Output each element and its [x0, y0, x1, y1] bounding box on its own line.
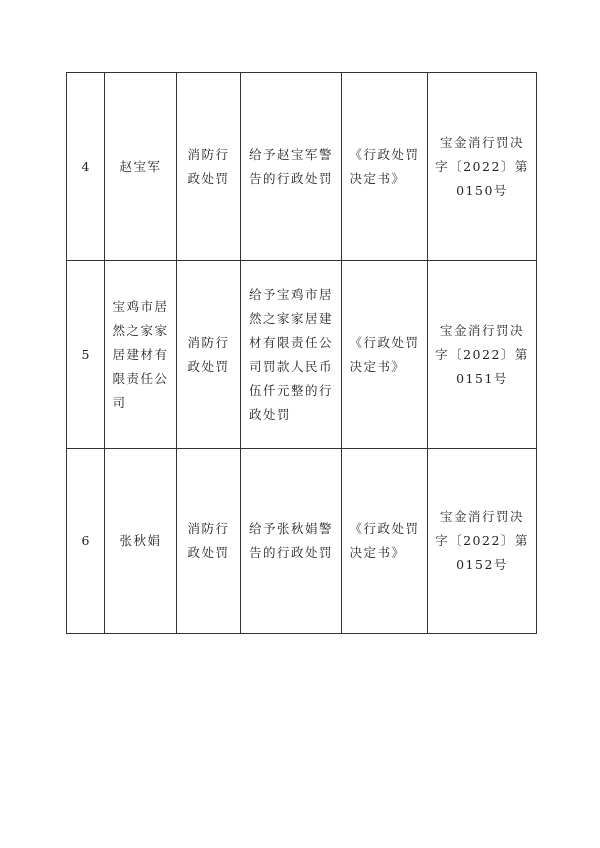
- table-row: [67, 449, 537, 634]
- document-type: 《行政处罚 决定书》: [349, 334, 420, 374]
- penalty-category: 消防行 政处罚: [187, 521, 230, 560]
- party-name-cell: [105, 449, 177, 634]
- category-cell: [177, 73, 241, 261]
- category-cell: [177, 261, 241, 449]
- content-cell: [241, 261, 342, 449]
- row-number: 6: [81, 533, 90, 548]
- penalty-category: 消防行 政处罚: [187, 146, 230, 186]
- row-number-cell: [67, 449, 105, 634]
- document-number: 宝金消行罚决 字〔2022〕第 0151号: [435, 322, 529, 386]
- party-name: 张秋娟: [119, 533, 162, 548]
- penalty-content: 给予张秋娟警 告的行政处罚: [248, 521, 333, 560]
- table-row: [67, 73, 537, 261]
- document-number: 宝金消行罚决 字〔2022〕第 0150号: [435, 134, 529, 198]
- penalty-category: 消防行 政处罚: [187, 334, 230, 374]
- document-type: 《行政处罚 决定书》: [349, 146, 420, 186]
- party-name-cell: [105, 261, 177, 449]
- row-number-cell: [67, 73, 105, 261]
- penalty-content: 给予宝鸡市居 然之家家居建 材有限责任公 司罚款人民币 伍仟元整的行 政处罚: [248, 286, 333, 422]
- row-number-cell: [67, 261, 105, 449]
- party-name-cell: [105, 73, 177, 261]
- content-cell: [241, 73, 342, 261]
- doc-number-cell: [428, 449, 537, 634]
- party-name: 宝鸡市居 然之家家 居建材有 限责任公 司: [112, 298, 169, 410]
- doc-type-cell: [342, 261, 428, 449]
- doc-type-cell: [342, 449, 428, 634]
- document-number: 宝金消行罚决 字〔2022〕第 0152号: [435, 509, 529, 572]
- table-row: [67, 261, 537, 449]
- doc-number-cell: [428, 73, 537, 261]
- content-cell: [241, 449, 342, 634]
- document-type: 《行政处罚 决定书》: [349, 521, 420, 560]
- row-number: 4: [81, 158, 90, 174]
- penalty-content: 给予赵宝军警 告的行政处罚: [248, 146, 333, 186]
- party-name: 赵宝军: [119, 158, 162, 174]
- category-cell: [177, 449, 241, 634]
- row-number: 5: [81, 346, 90, 362]
- doc-type-cell: [342, 73, 428, 261]
- doc-number-cell: [428, 261, 537, 449]
- penalty-table: [66, 72, 537, 634]
